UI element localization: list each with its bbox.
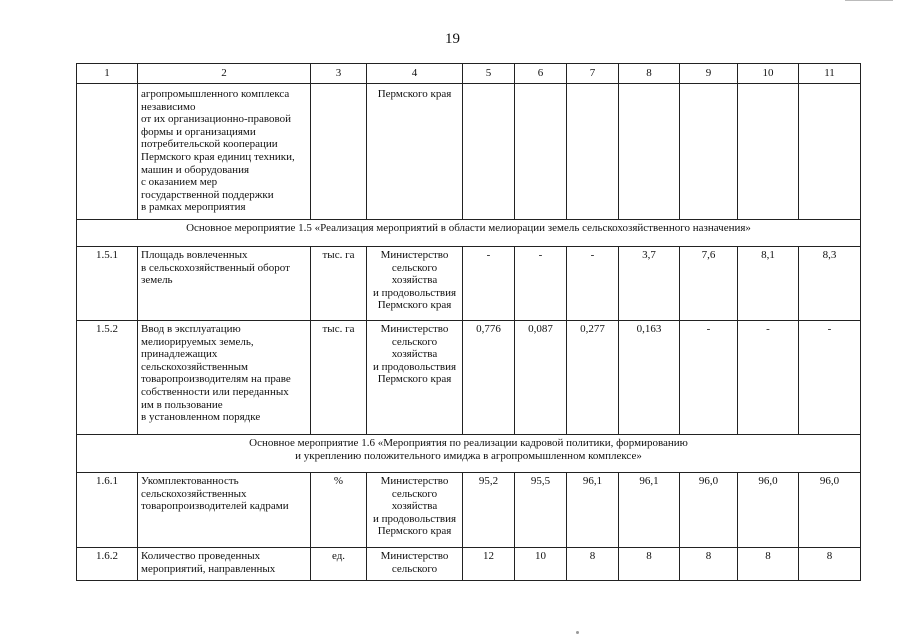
indicator-name-line: государственной поддержки [141, 188, 274, 201]
section-title [77, 220, 861, 247]
indicator-name [138, 548, 311, 581]
section-title-line: Основное мероприятие 1.6 «Мероприятия по реализации кадровой политики, формированию [249, 437, 688, 449]
column-number: 8 [619, 64, 680, 84]
indicator-number: 1.6.2 [77, 548, 138, 581]
indicator-value: 96,0 [799, 473, 861, 548]
indicator-name-line: с оказанием мер [141, 176, 218, 189]
indicator-name-line: в установленном порядке [141, 411, 261, 424]
responsible-executor-line: Пермского края [377, 525, 452, 538]
responsible-executor-line: Пермского края [377, 373, 452, 386]
indicator-name-line: независимо [141, 100, 196, 113]
indicator-value [738, 84, 799, 220]
indicator-name-line: сельскохозяйственных [141, 487, 247, 500]
scan-speck [576, 631, 579, 634]
indicator-name [138, 321, 311, 435]
unit-of-measure: тыс. га [311, 247, 367, 321]
indicator-value: - [567, 247, 619, 321]
indicator-name-line: потребительской кооперации [141, 138, 278, 151]
indicator-name-line: от их организационно-правовой [141, 113, 292, 126]
indicator-value: 96,0 [680, 473, 738, 548]
indicator-value: - [799, 321, 861, 435]
section-row [77, 220, 861, 247]
responsible-executor-line: Пермского края [377, 88, 452, 100]
responsible-executor-line: Министерство [380, 323, 449, 335]
column-number: 11 [799, 64, 861, 84]
column-number: 3 [311, 64, 367, 84]
responsible-executor-line: Министерство [380, 550, 449, 562]
indicator-name-line: мелиорируемых земель, [141, 335, 254, 348]
indicator-name-line: Укомплектованность [141, 475, 239, 487]
indicator-value: 10 [515, 548, 567, 581]
responsible-executor-line: и продовольствия [372, 360, 457, 373]
responsible-executor-line: Министерство [380, 475, 449, 487]
indicator-name-line: Площадь вовлеченных [141, 249, 248, 261]
section-row [77, 435, 861, 473]
indicator-row [77, 247, 861, 321]
indicator-number: 1.5.2 [77, 321, 138, 435]
indicator-value: 3,7 [619, 247, 680, 321]
responsible-executor-line: сельского [391, 261, 438, 274]
column-number: 4 [367, 64, 463, 84]
indicator-value: 96,1 [619, 473, 680, 548]
responsible-executor [367, 473, 463, 548]
indicator-row [77, 84, 861, 220]
column-number: 9 [680, 64, 738, 84]
indicator-value [515, 84, 567, 220]
indicator-value: 8 [680, 548, 738, 581]
unit-of-measure [311, 84, 367, 220]
indicator-value [799, 84, 861, 220]
column-number-header-row [77, 64, 861, 84]
indicator-number [77, 84, 138, 220]
indicator-name-line: принадлежащих [141, 348, 218, 361]
responsible-executor-line: и продовольствия [372, 286, 457, 299]
indicator-value: 8 [738, 548, 799, 581]
responsible-executor [367, 548, 463, 581]
indicator-value: 96,1 [567, 473, 619, 548]
responsible-executor [367, 84, 463, 220]
indicator-value: 0,277 [567, 321, 619, 435]
indicator-row [77, 321, 861, 435]
indicator-value: - [463, 247, 515, 321]
indicator-name-line: агропромышленного комплекса [141, 88, 290, 100]
column-number: 6 [515, 64, 567, 84]
unit-of-measure: ед. [311, 548, 367, 581]
indicator-number: 1.5.1 [77, 247, 138, 321]
indicator-name [138, 84, 311, 220]
indicator-value: 7,6 [680, 247, 738, 321]
indicator-value: 8,1 [738, 247, 799, 321]
responsible-executor-line: сельского [391, 335, 438, 348]
indicator-name-line: машин и оборудования [141, 163, 250, 176]
indicator-value: 8 [567, 548, 619, 581]
unit-of-measure: % [311, 473, 367, 548]
indicator-value: - [680, 321, 738, 435]
scan-edge-mark [845, 0, 893, 1]
indicator-name-line: мероприятий, направленных [141, 562, 276, 575]
indicators-table [76, 63, 861, 581]
indicator-name-line: сельскохозяйственным [141, 360, 248, 373]
section-title-line: Основное мероприятие 1.5 «Реализация мероприятий в области мелиорации земель сельскохозяйственного назначения» [186, 222, 751, 234]
section-title [77, 435, 861, 473]
column-number: 5 [463, 64, 515, 84]
indicator-name-line: товаропроизводителей кадрами [141, 500, 289, 513]
column-number: 1 [77, 64, 138, 84]
indicator-name-line: товаропроизводителям на праве [141, 373, 291, 386]
indicator-value: 95,2 [463, 473, 515, 548]
indicator-value: 8 [799, 548, 861, 581]
indicator-value [619, 84, 680, 220]
column-number: 7 [567, 64, 619, 84]
indicator-name-line: Количество проведенных [141, 550, 261, 562]
responsible-executor-line: сельского [391, 562, 438, 575]
indicator-number: 1.6.1 [77, 473, 138, 548]
column-number: 10 [738, 64, 799, 84]
indicator-name-line: Ввод в эксплуатацию [141, 323, 241, 335]
indicator-value: 0,163 [619, 321, 680, 435]
responsible-executor [367, 321, 463, 435]
indicator-value: 96,0 [738, 473, 799, 548]
indicator-value [463, 84, 515, 220]
indicator-name-line: Пермского края единиц техники, [141, 150, 295, 163]
indicator-value: 12 [463, 548, 515, 581]
indicator-name-line: формы и организациями [141, 125, 256, 138]
indicator-name-line: в рамках мероприятия [141, 201, 246, 214]
indicator-value: 8 [619, 548, 680, 581]
section-title-line: и укреплению положительного имиджа в агропромышленном комплексе» [295, 449, 642, 462]
indicator-name-line: собственности или переданных [141, 385, 289, 398]
indicator-value: - [738, 321, 799, 435]
indicator-value: 0,087 [515, 321, 567, 435]
indicator-value: - [515, 247, 567, 321]
indicator-name [138, 247, 311, 321]
responsible-executor-line: хозяйства [391, 274, 438, 287]
indicator-value [567, 84, 619, 220]
indicator-value: 0,776 [463, 321, 515, 435]
responsible-executor-line: сельского [391, 487, 438, 500]
indicator-value: 8,3 [799, 247, 861, 321]
page-number: 19 [445, 31, 460, 47]
responsible-executor-line: и продовольствия [372, 512, 457, 525]
responsible-executor-line: хозяйства [391, 348, 438, 361]
responsible-executor-line: Министерство [380, 249, 449, 261]
unit-of-measure: тыс. га [311, 321, 367, 435]
responsible-executor-line: хозяйства [391, 500, 438, 513]
indicator-name-line: им в пользование [141, 398, 223, 411]
indicator-row [77, 548, 861, 581]
indicator-row [77, 473, 861, 548]
responsible-executor-line: Пермского края [377, 299, 452, 312]
indicator-name-line: в сельскохозяйственный оборот [141, 261, 290, 274]
indicator-value [680, 84, 738, 220]
indicator-name [138, 473, 311, 548]
responsible-executor [367, 247, 463, 321]
indicator-name-line: земель [141, 274, 173, 287]
indicator-value: 95,5 [515, 473, 567, 548]
column-number: 2 [138, 64, 311, 84]
